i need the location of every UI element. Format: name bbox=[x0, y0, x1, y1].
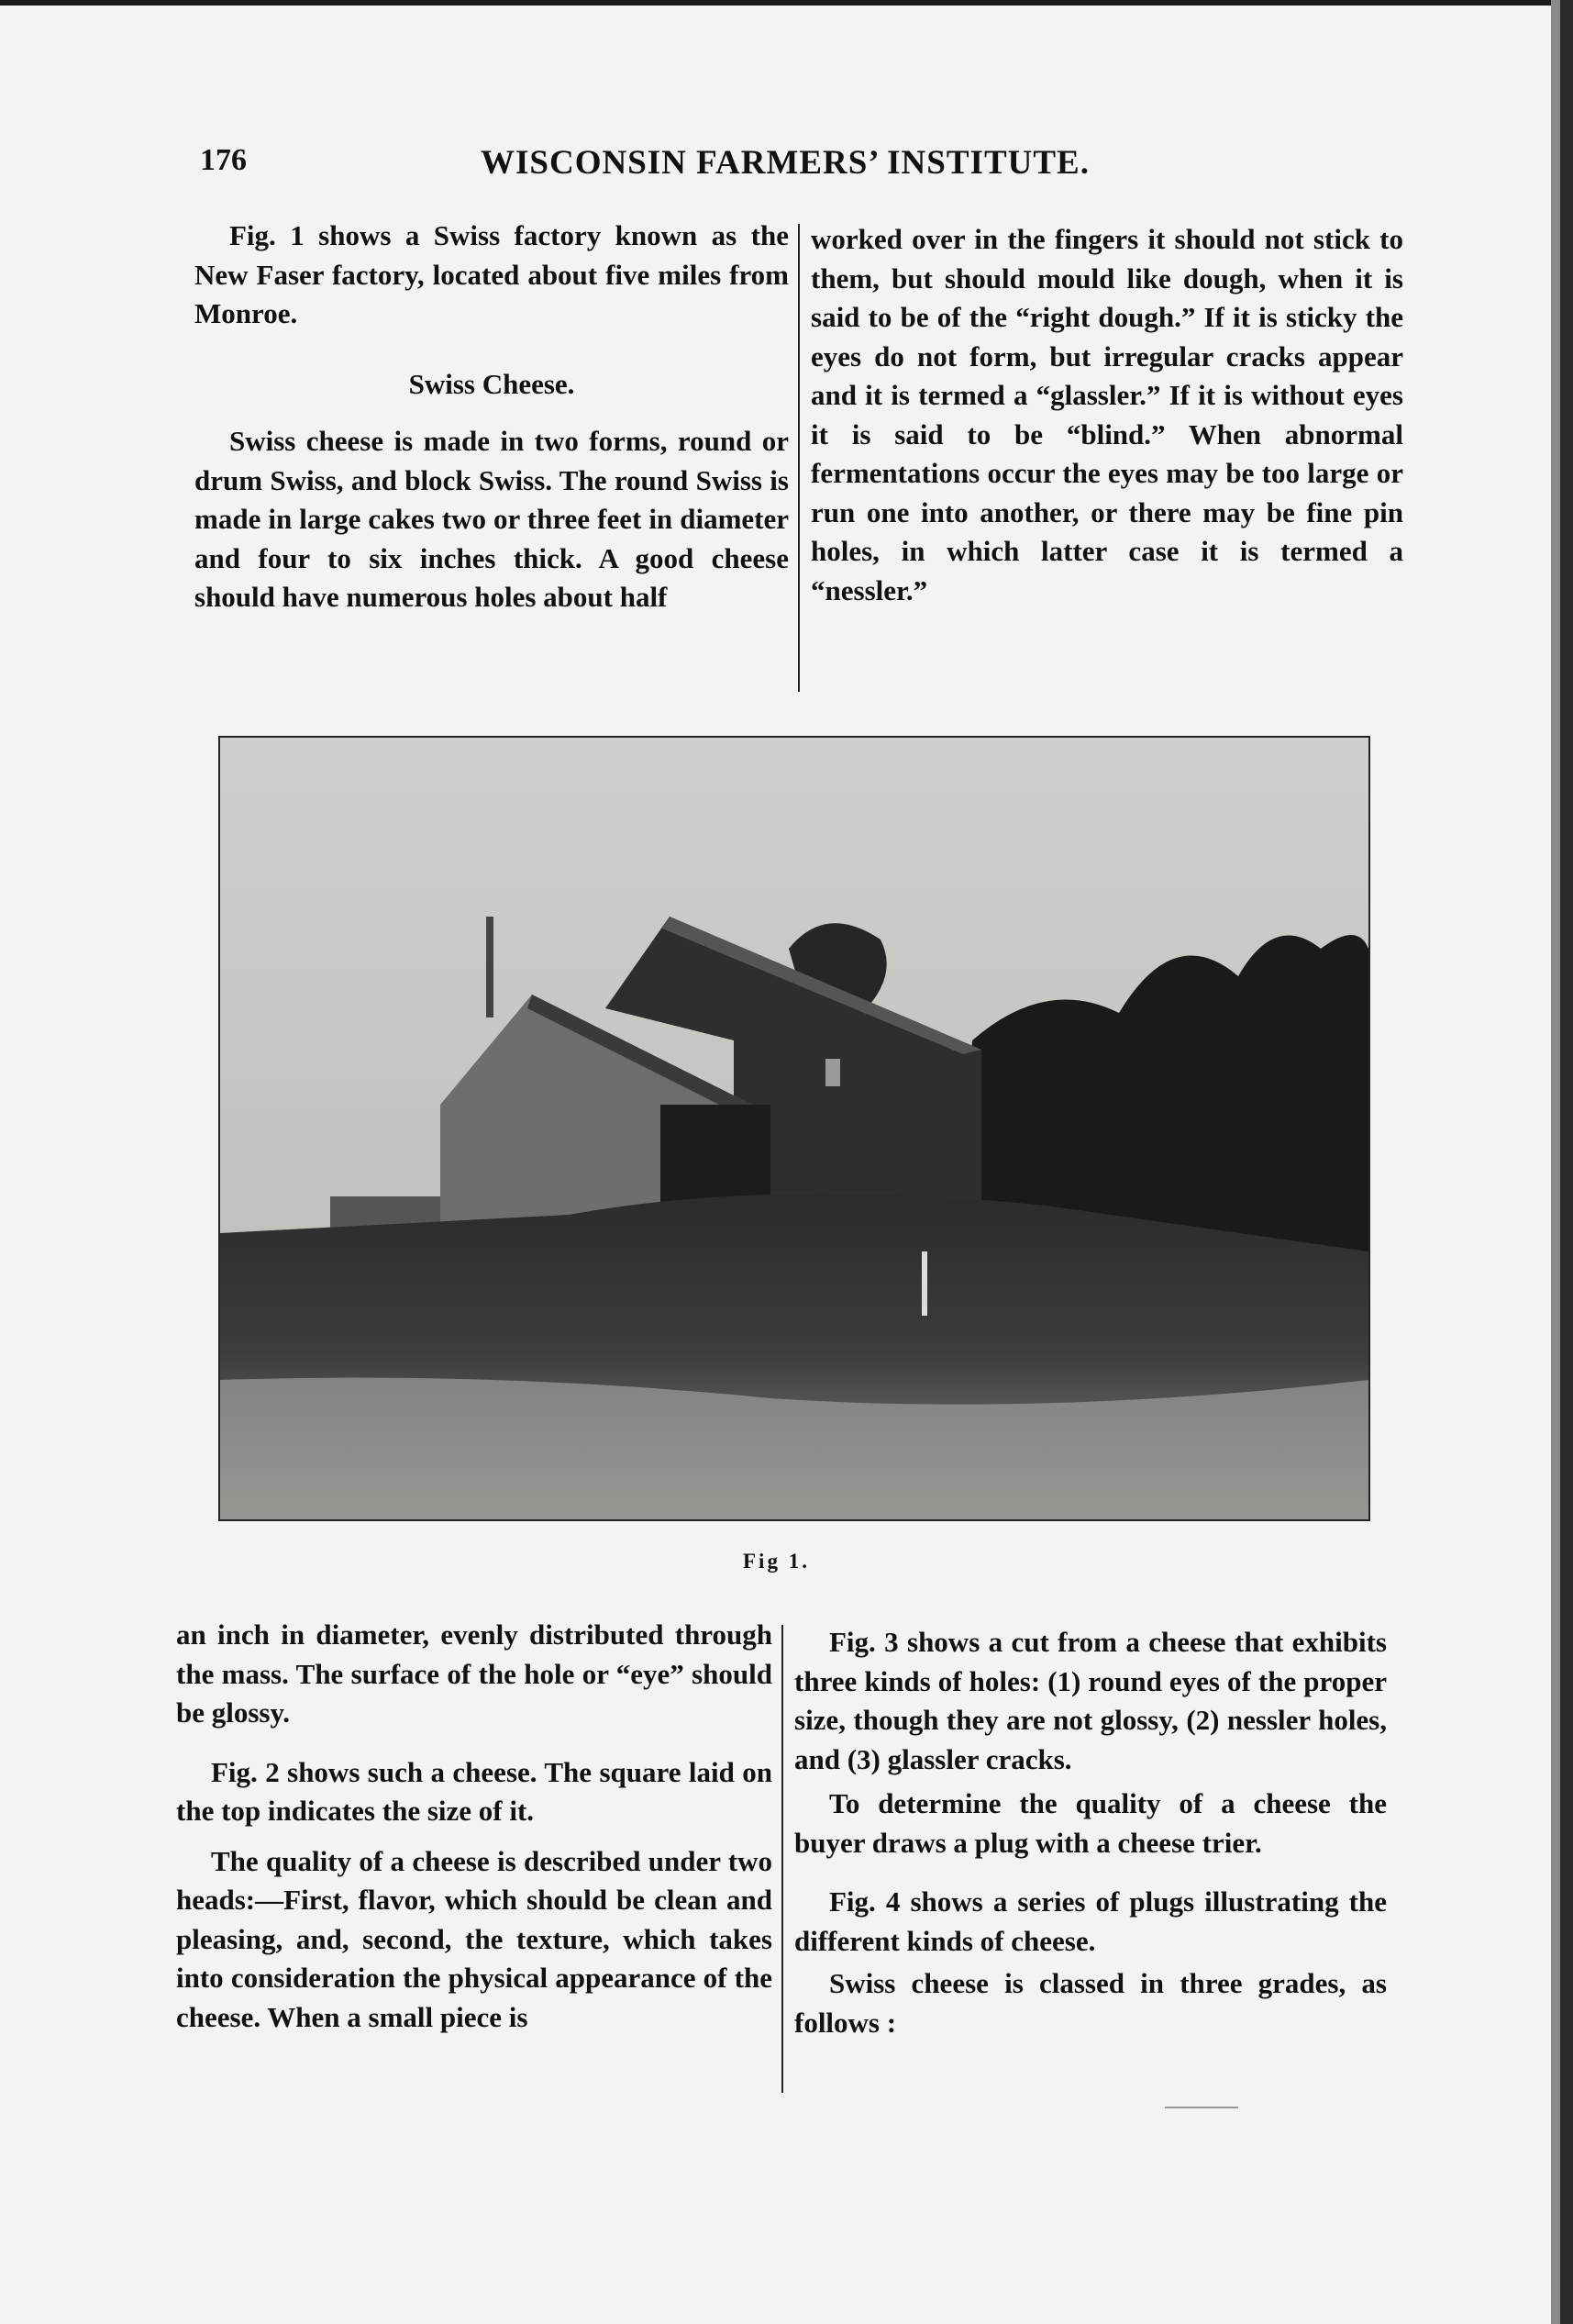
photo-post bbox=[922, 1251, 927, 1316]
section-heading: Swiss Cheese. bbox=[408, 367, 575, 400]
photo-chimney bbox=[486, 917, 493, 1017]
factory-photograph bbox=[218, 736, 1370, 1521]
paragraph-eye-glossy: an inch in diameter, evenly distributed through the mass. The surface of the hole or “eye” should be glossy. bbox=[176, 1618, 772, 1729]
paragraph-fig1-intro: Fig. 1 shows a Swiss factory known as the New Faser factory, located about five miles from Monroe. bbox=[194, 219, 789, 329]
page-number: 176 bbox=[200, 143, 247, 177]
paragraph-grades: Swiss cheese is classed in three grades, as follows : bbox=[794, 1967, 1387, 2039]
paragraph-plug: To determine the quality of a cheese the buyer draws a plug with a cheese trier. bbox=[794, 1787, 1387, 1859]
column-bottom-left bbox=[176, 1616, 772, 2037]
paragraph-fig2: Fig. 2 shows such a cheese. The square laid on the top indicates the size of it. bbox=[176, 1755, 772, 1827]
column-divider-bottom bbox=[781, 1625, 783, 2093]
photo-window bbox=[825, 1059, 840, 1086]
paragraph-swiss-forms: Swiss cheese is made in two forms, round or drum Swiss, and block Swiss. The round Swiss is made in large cakes two or three feet in diameter and four to six inches thick. A good cheese should have numerous holes about half bbox=[194, 425, 789, 613]
paragraph-fig3: Fig. 3 shows a cut from a cheese that exhibits three kinds of holes: (1) round eyes of the proper size, though they are not glossy, (2) nessler holes, and (3) glassler cracks. bbox=[794, 1626, 1387, 1775]
column-top-right bbox=[811, 220, 1403, 610]
figure-caption: Fig 1. bbox=[743, 1550, 810, 1573]
column-bottom-right bbox=[794, 1623, 1387, 2042]
factory-photo-image bbox=[220, 738, 1368, 1519]
paragraph-quality: The quality of a cheese is described under two heads:—First, flavor, which should be clean and pleasing, and, second, the texture, which takes into consideration the physical appearance of the cheese. When a small piece is bbox=[176, 1844, 772, 2033]
print-mark bbox=[1165, 2107, 1238, 2108]
column-top-left bbox=[194, 217, 789, 617]
paragraph-dough-texture: worked over in the fingers it should not stick to them, but should mould like dough, when it is said to be of the “right dough.” If it is sticky the eyes do not form, but irregular cracks appear and it is termed a “glassler.” If it is without eyes it is said to be “blind.” When abnormal fermentations occur the eyes may be too large or run one into another, or there may be fine pin holes, in which latter case it is termed a “nessler.” bbox=[811, 223, 1403, 606]
paragraph-fig4: Fig. 4 shows a series of plugs illustrating the different kinds of cheese. bbox=[794, 1885, 1387, 1957]
scan-edge-right bbox=[1560, 0, 1573, 2324]
running-header: WISCONSIN FARMERS’ INSTITUTE. bbox=[481, 144, 1090, 182]
column-divider bbox=[798, 224, 800, 692]
book-page bbox=[0, 6, 1551, 2324]
scan-edge-shadow bbox=[1551, 0, 1560, 2324]
